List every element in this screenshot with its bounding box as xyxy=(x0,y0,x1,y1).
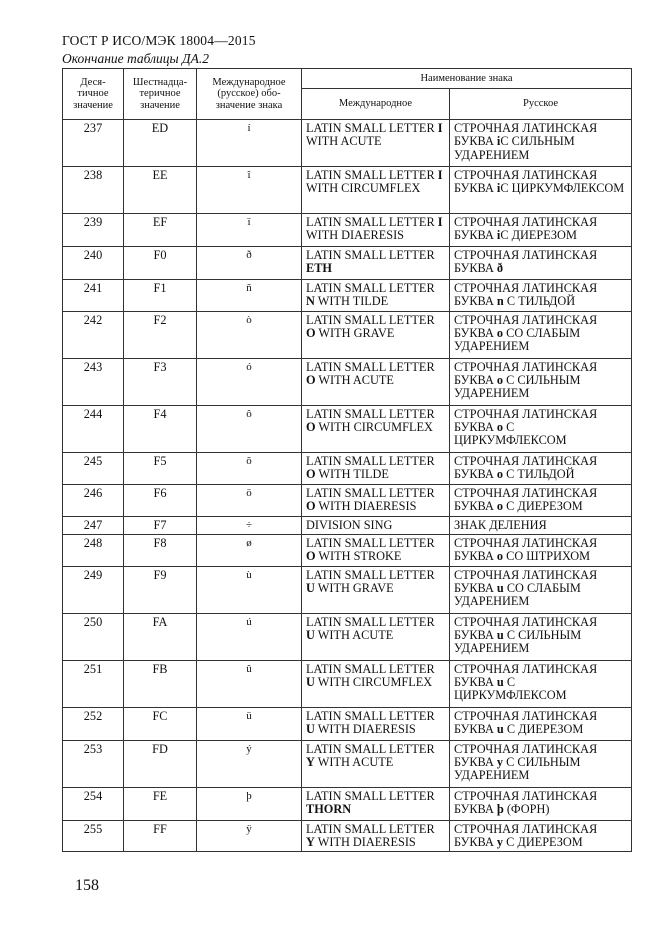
letter-emphasis: ð xyxy=(496,261,504,276)
decimal-cell: 247 xyxy=(63,516,124,534)
letter-emphasis: o xyxy=(496,466,504,481)
document-header: ГОСТ Р ИСО/МЭК 18004—2015 xyxy=(62,33,256,48)
name-text: LATIN SMALL LETTER xyxy=(306,248,435,262)
name-text: СО СЛАБЫМ УДАРЕНИЕМ xyxy=(454,581,581,609)
international-name-cell xyxy=(302,484,450,516)
russian-name-cell xyxy=(450,405,632,452)
symbol-cell: ò xyxy=(197,311,302,358)
name-text: СТРОЧНАЯ ЛАТИНСКАЯ БУКВА xyxy=(454,248,598,276)
hex-cell: EF xyxy=(124,214,197,247)
table-row xyxy=(63,516,632,534)
international-name-cell xyxy=(302,120,450,167)
decimal-cell: 245 xyxy=(63,452,124,484)
russian-name-cell xyxy=(450,120,632,167)
hex-cell: EE xyxy=(124,167,197,214)
name-text: LATIN SMALL LETTER xyxy=(306,121,438,135)
international-name-cell xyxy=(302,358,450,405)
name-text: LATIN SMALL LETTER xyxy=(306,614,435,629)
name-text: WITH DIAERESIS xyxy=(315,498,417,513)
international-name-cell xyxy=(302,280,450,312)
name-text: WITH ACUTE xyxy=(306,134,382,149)
symbol-cell: þ xyxy=(197,787,302,820)
decimal-cell: 251 xyxy=(63,660,124,707)
name-text: LATIN SMALL LETTER xyxy=(306,453,435,468)
name-text: С ДИЕРЕЗОМ xyxy=(503,835,583,850)
international-name-cell xyxy=(302,534,450,566)
russian-name-cell xyxy=(450,484,632,516)
name-text: WITH ACUTE xyxy=(315,372,394,387)
name-text: LATIN SMALL LETTER xyxy=(306,741,435,756)
russian-name-cell xyxy=(450,167,632,214)
international-name-cell xyxy=(302,613,450,660)
decimal-cell: 250 xyxy=(63,613,124,660)
letter-emphasis: u xyxy=(496,722,504,737)
hex-cell: FC xyxy=(124,707,197,740)
header-symbol: Международное (русское) обо- значение знака xyxy=(197,69,302,120)
letter-emphasis: O xyxy=(306,498,316,513)
decimal-cell: 254 xyxy=(63,787,124,820)
name-text: СТРОЧНАЯ ЛАТИНСКАЯ БУКВА xyxy=(454,614,598,643)
russian-name-cell xyxy=(450,516,632,534)
name-text: СТРОЧНАЯ ЛАТИНСКАЯ БУКВА xyxy=(454,312,598,340)
hex-cell: FB xyxy=(124,660,197,707)
name-text: (ФОРН) xyxy=(503,802,550,817)
name-text: С СИЛЬНЫМ УДАРЕНИЕМ xyxy=(454,628,582,656)
name-text: СТРОЧНАЯ ЛАТИНСКАЯ БУКВА xyxy=(454,788,598,817)
international-name-cell xyxy=(302,820,450,852)
letter-emphasis: N xyxy=(306,294,315,309)
name-text: LATIN SMALL LETTER xyxy=(306,215,438,229)
russian-name-cell xyxy=(450,613,632,660)
decimal-cell: 240 xyxy=(63,247,124,280)
letter-emphasis: y xyxy=(496,755,504,770)
international-name-cell xyxy=(302,214,450,247)
letter-emphasis: O xyxy=(306,372,316,387)
russian-name-cell xyxy=(450,452,632,484)
symbol-cell: ø xyxy=(197,534,302,566)
table-row xyxy=(63,358,632,405)
name-text: С ДИЕРЕЗОМ xyxy=(503,498,583,513)
name-text: СО ШТРИХОМ xyxy=(503,549,591,564)
name-text: СТРОЧНАЯ ЛАТИНСКАЯ БУКВА xyxy=(454,406,598,434)
letter-emphasis: I xyxy=(437,215,443,229)
name-text: LATIN SMALL LETTER xyxy=(306,535,435,550)
name-text: WITH CIRCUMFLEX xyxy=(306,181,421,196)
table-row xyxy=(63,787,632,820)
russian-name-cell xyxy=(450,358,632,405)
symbol-cell: û xyxy=(197,660,302,707)
name-text: WITH ACUTE xyxy=(314,755,394,770)
table-row xyxy=(63,405,632,452)
name-text: С ЦИРКУМФЛЕКСОМ xyxy=(500,181,625,196)
symbol-cell: õ xyxy=(197,452,302,484)
table-row xyxy=(63,120,632,167)
decimal-cell: 249 xyxy=(63,566,124,613)
name-text: СТРОЧНАЯ ЛАТИНСКАЯ БУКВА xyxy=(454,485,598,513)
name-text: СТРОЧНАЯ ЛАТИНСКАЯ БУКВА xyxy=(454,359,598,387)
name-text: WITH CIRCUMFLEX xyxy=(315,419,433,434)
header-hex: Шестнадца- теричное значение xyxy=(124,69,197,120)
name-text: LATIN SMALL LETTER xyxy=(306,406,435,421)
name-text: LATIN SMALL LETTER xyxy=(306,168,438,182)
russian-name-cell xyxy=(450,247,632,280)
name-text: WITH GRAVE xyxy=(314,581,394,596)
letter-emphasis: u xyxy=(496,628,504,643)
letter-emphasis: THORN xyxy=(306,802,352,817)
name-text: WITH DIAERESIS xyxy=(314,835,416,850)
name-text: WITH TILDE xyxy=(315,466,389,481)
russian-name-cell xyxy=(450,566,632,613)
letter-emphasis: I xyxy=(437,121,443,135)
name-text: С ДИЕРЕЗОМ xyxy=(503,722,584,737)
name-text: ЗНАК ДЕЛЕНИЯ xyxy=(454,517,547,532)
table-row xyxy=(63,247,632,280)
decimal-cell: 238 xyxy=(63,167,124,214)
name-text: LATIN SMALL LETTER xyxy=(306,708,435,723)
name-text: С СИЛЬНЫМ УДАРЕНИЕМ xyxy=(454,134,575,162)
letter-emphasis: i xyxy=(496,134,501,149)
international-name-cell xyxy=(302,167,450,214)
table-row xyxy=(63,740,632,787)
letter-emphasis: O xyxy=(306,325,316,340)
letter-emphasis: U xyxy=(306,581,315,596)
name-text: LATIN SMALL LETTER xyxy=(306,281,435,295)
header-international: Международное xyxy=(302,89,450,120)
table-row xyxy=(63,660,632,707)
name-text: С СИЛЬНЫМ УДАРЕНИЕМ xyxy=(454,755,581,783)
symbol-cell: ï xyxy=(197,214,302,247)
russian-name-cell xyxy=(450,707,632,740)
decimal-cell: 248 xyxy=(63,534,124,566)
international-name-cell xyxy=(302,660,450,707)
table-row xyxy=(63,452,632,484)
name-text: С ЦИРКУМФЛЕКСОМ xyxy=(454,675,567,703)
name-text: WITH CIRCUMFLEX xyxy=(314,675,433,690)
decimal-cell: 243 xyxy=(63,358,124,405)
character-table xyxy=(62,68,632,852)
letter-emphasis: o xyxy=(496,549,504,564)
name-text: СТРОЧНАЯ ЛАТИНСКАЯ БУКВА xyxy=(454,661,598,690)
symbol-cell: ü xyxy=(197,707,302,740)
letter-emphasis: i xyxy=(496,228,501,243)
letter-emphasis: y xyxy=(496,835,504,850)
name-text: WITH DIAERESIS xyxy=(314,722,416,737)
name-text: С ЦИРКУМФЛЕКСОМ xyxy=(454,419,567,448)
name-text: DIVISION SING xyxy=(306,517,393,532)
name-text: СО СЛАБЫМ УДАРЕНИЕМ xyxy=(454,325,581,354)
decimal-cell: 246 xyxy=(63,484,124,516)
table-caption: Окончание таблицы ДА.2 xyxy=(62,51,209,66)
symbol-cell: ô xyxy=(197,405,302,452)
international-name-cell xyxy=(302,707,450,740)
international-name-cell xyxy=(302,787,450,820)
letter-emphasis: o xyxy=(496,372,504,387)
name-text: WITH STROKE xyxy=(315,549,402,564)
table-row xyxy=(63,214,632,247)
russian-name-cell xyxy=(450,214,632,247)
russian-name-cell xyxy=(450,740,632,787)
letter-emphasis: u xyxy=(496,675,504,690)
name-text: С ТИЛЬДОЙ xyxy=(503,466,575,481)
international-name-cell xyxy=(302,405,450,452)
letter-emphasis: I xyxy=(437,168,443,182)
international-name-cell xyxy=(302,452,450,484)
table-row xyxy=(63,484,632,516)
symbol-cell: ð xyxy=(197,247,302,280)
name-text: LATIN SMALL LETTER xyxy=(306,821,435,836)
letter-emphasis: i xyxy=(496,181,501,196)
symbol-cell: í xyxy=(197,120,302,167)
table-row xyxy=(63,534,632,566)
hex-cell: FD xyxy=(124,740,197,787)
letter-emphasis: Y xyxy=(306,835,315,850)
table-row xyxy=(63,311,632,358)
letter-emphasis: U xyxy=(306,722,315,737)
decimal-cell: 253 xyxy=(63,740,124,787)
letter-emphasis: u xyxy=(496,581,504,596)
letter-emphasis: U xyxy=(306,628,315,643)
header-decimal: Деся- тичное значение xyxy=(63,69,124,120)
hex-cell: ED xyxy=(124,120,197,167)
name-text: WITH ACUTE xyxy=(314,628,394,643)
table-row xyxy=(63,280,632,312)
international-name-cell xyxy=(302,311,450,358)
letter-emphasis: O xyxy=(306,466,316,481)
decimal-cell: 244 xyxy=(63,405,124,452)
russian-name-cell xyxy=(450,660,632,707)
decimal-cell: 255 xyxy=(63,820,124,852)
russian-name-cell xyxy=(450,787,632,820)
decimal-cell: 237 xyxy=(63,120,124,167)
letter-emphasis: U xyxy=(306,675,315,690)
symbol-cell: ÷ xyxy=(197,516,302,534)
decimal-cell: 239 xyxy=(63,214,124,247)
header-name-group: Наименование знака xyxy=(302,69,632,89)
letter-emphasis: þ xyxy=(496,802,504,817)
letter-emphasis: o xyxy=(496,325,504,340)
name-text: С ДИЕРЕЗОМ xyxy=(500,228,577,243)
russian-name-cell xyxy=(450,280,632,312)
table-row xyxy=(63,613,632,660)
international-name-cell xyxy=(302,566,450,613)
symbol-cell: î xyxy=(197,167,302,214)
hex-cell: F7 xyxy=(124,516,197,534)
symbol-cell: ÿ xyxy=(197,820,302,852)
international-name-cell xyxy=(302,740,450,787)
international-name-cell xyxy=(302,516,450,534)
decimal-cell: 252 xyxy=(63,707,124,740)
name-text: LATIN SMALL LETTER xyxy=(306,661,435,676)
name-text: СТРОЧНАЯ ЛАТИНСКАЯ БУКВА xyxy=(454,453,598,481)
letter-emphasis: ETH xyxy=(306,261,332,276)
hex-cell: F0 xyxy=(124,247,197,280)
letter-emphasis: o xyxy=(496,498,504,513)
name-text: WITH GRAVE xyxy=(315,325,395,340)
hex-cell: F6 xyxy=(124,484,197,516)
hex-cell: F1 xyxy=(124,280,197,312)
name-text: WITH DIAERESIS xyxy=(306,228,405,243)
name-text: LATIN SMALL LETTER xyxy=(306,359,435,374)
letter-emphasis: n xyxy=(496,294,504,309)
symbol-cell: ú xyxy=(197,613,302,660)
symbol-cell: ý xyxy=(197,740,302,787)
symbol-cell: ù xyxy=(197,566,302,613)
hex-cell: F4 xyxy=(124,405,197,452)
letter-emphasis: o xyxy=(496,419,504,434)
name-text: СТРОЧНАЯ ЛАТИНСКАЯ БУКВА xyxy=(454,708,598,737)
table-row xyxy=(63,820,632,852)
table-row xyxy=(63,566,632,613)
hex-cell: F9 xyxy=(124,566,197,613)
hex-cell: F8 xyxy=(124,534,197,566)
header-russian: Русское xyxy=(450,89,632,120)
table-body xyxy=(63,120,632,852)
name-text: СТРОЧНАЯ ЛАТИНСКАЯ БУКВА xyxy=(454,121,598,149)
letter-emphasis: O xyxy=(306,419,316,434)
name-text: С ТИЛЬДОЙ xyxy=(503,294,576,309)
letter-emphasis: O xyxy=(306,549,316,564)
name-text: СТРОЧНАЯ ЛАТИНСКАЯ БУКВА xyxy=(454,567,598,596)
name-text: WITH TILDE xyxy=(314,294,389,309)
russian-name-cell xyxy=(450,820,632,852)
name-text: LATIN SMALL LETTER xyxy=(306,788,435,803)
hex-cell: FE xyxy=(124,787,197,820)
russian-name-cell xyxy=(450,534,632,566)
letter-emphasis: Y xyxy=(306,755,315,770)
name-text: СТРОЧНАЯ ЛАТИНСКАЯ БУКВА xyxy=(454,821,598,850)
hex-cell: FF xyxy=(124,820,197,852)
table-row xyxy=(63,167,632,214)
page-number: 158 xyxy=(75,877,99,894)
symbol-cell: ó xyxy=(197,358,302,405)
name-text: С СИЛЬНЫМ УДАРЕНИЕМ xyxy=(454,372,581,401)
name-text: СТРОЧНАЯ ЛАТИНСКАЯ БУКВА xyxy=(454,215,598,243)
russian-name-cell xyxy=(450,311,632,358)
decimal-cell: 242 xyxy=(63,311,124,358)
name-text: СТРОЧНАЯ ЛАТИНСКАЯ БУКВА xyxy=(454,281,598,309)
hex-cell: F2 xyxy=(124,311,197,358)
symbol-cell: ö xyxy=(197,484,302,516)
international-name-cell xyxy=(302,247,450,280)
name-text: СТРОЧНАЯ ЛАТИНСКАЯ БУКВА xyxy=(454,741,598,770)
symbol-cell: ñ xyxy=(197,280,302,312)
hex-cell: F3 xyxy=(124,358,197,405)
table-row xyxy=(63,707,632,740)
hex-cell: FA xyxy=(124,613,197,660)
name-text: СТРОЧНАЯ ЛАТИНСКАЯ БУКВА xyxy=(454,535,598,564)
name-text: LATIN SMALL LETTER xyxy=(306,312,435,327)
name-text: LATIN SMALL LETTER xyxy=(306,567,435,582)
hex-cell: F5 xyxy=(124,452,197,484)
decimal-cell: 241 xyxy=(63,280,124,312)
name-text: LATIN SMALL LETTER xyxy=(306,485,435,500)
name-text: СТРОЧНАЯ ЛАТИНСКАЯ БУКВА xyxy=(454,168,598,196)
